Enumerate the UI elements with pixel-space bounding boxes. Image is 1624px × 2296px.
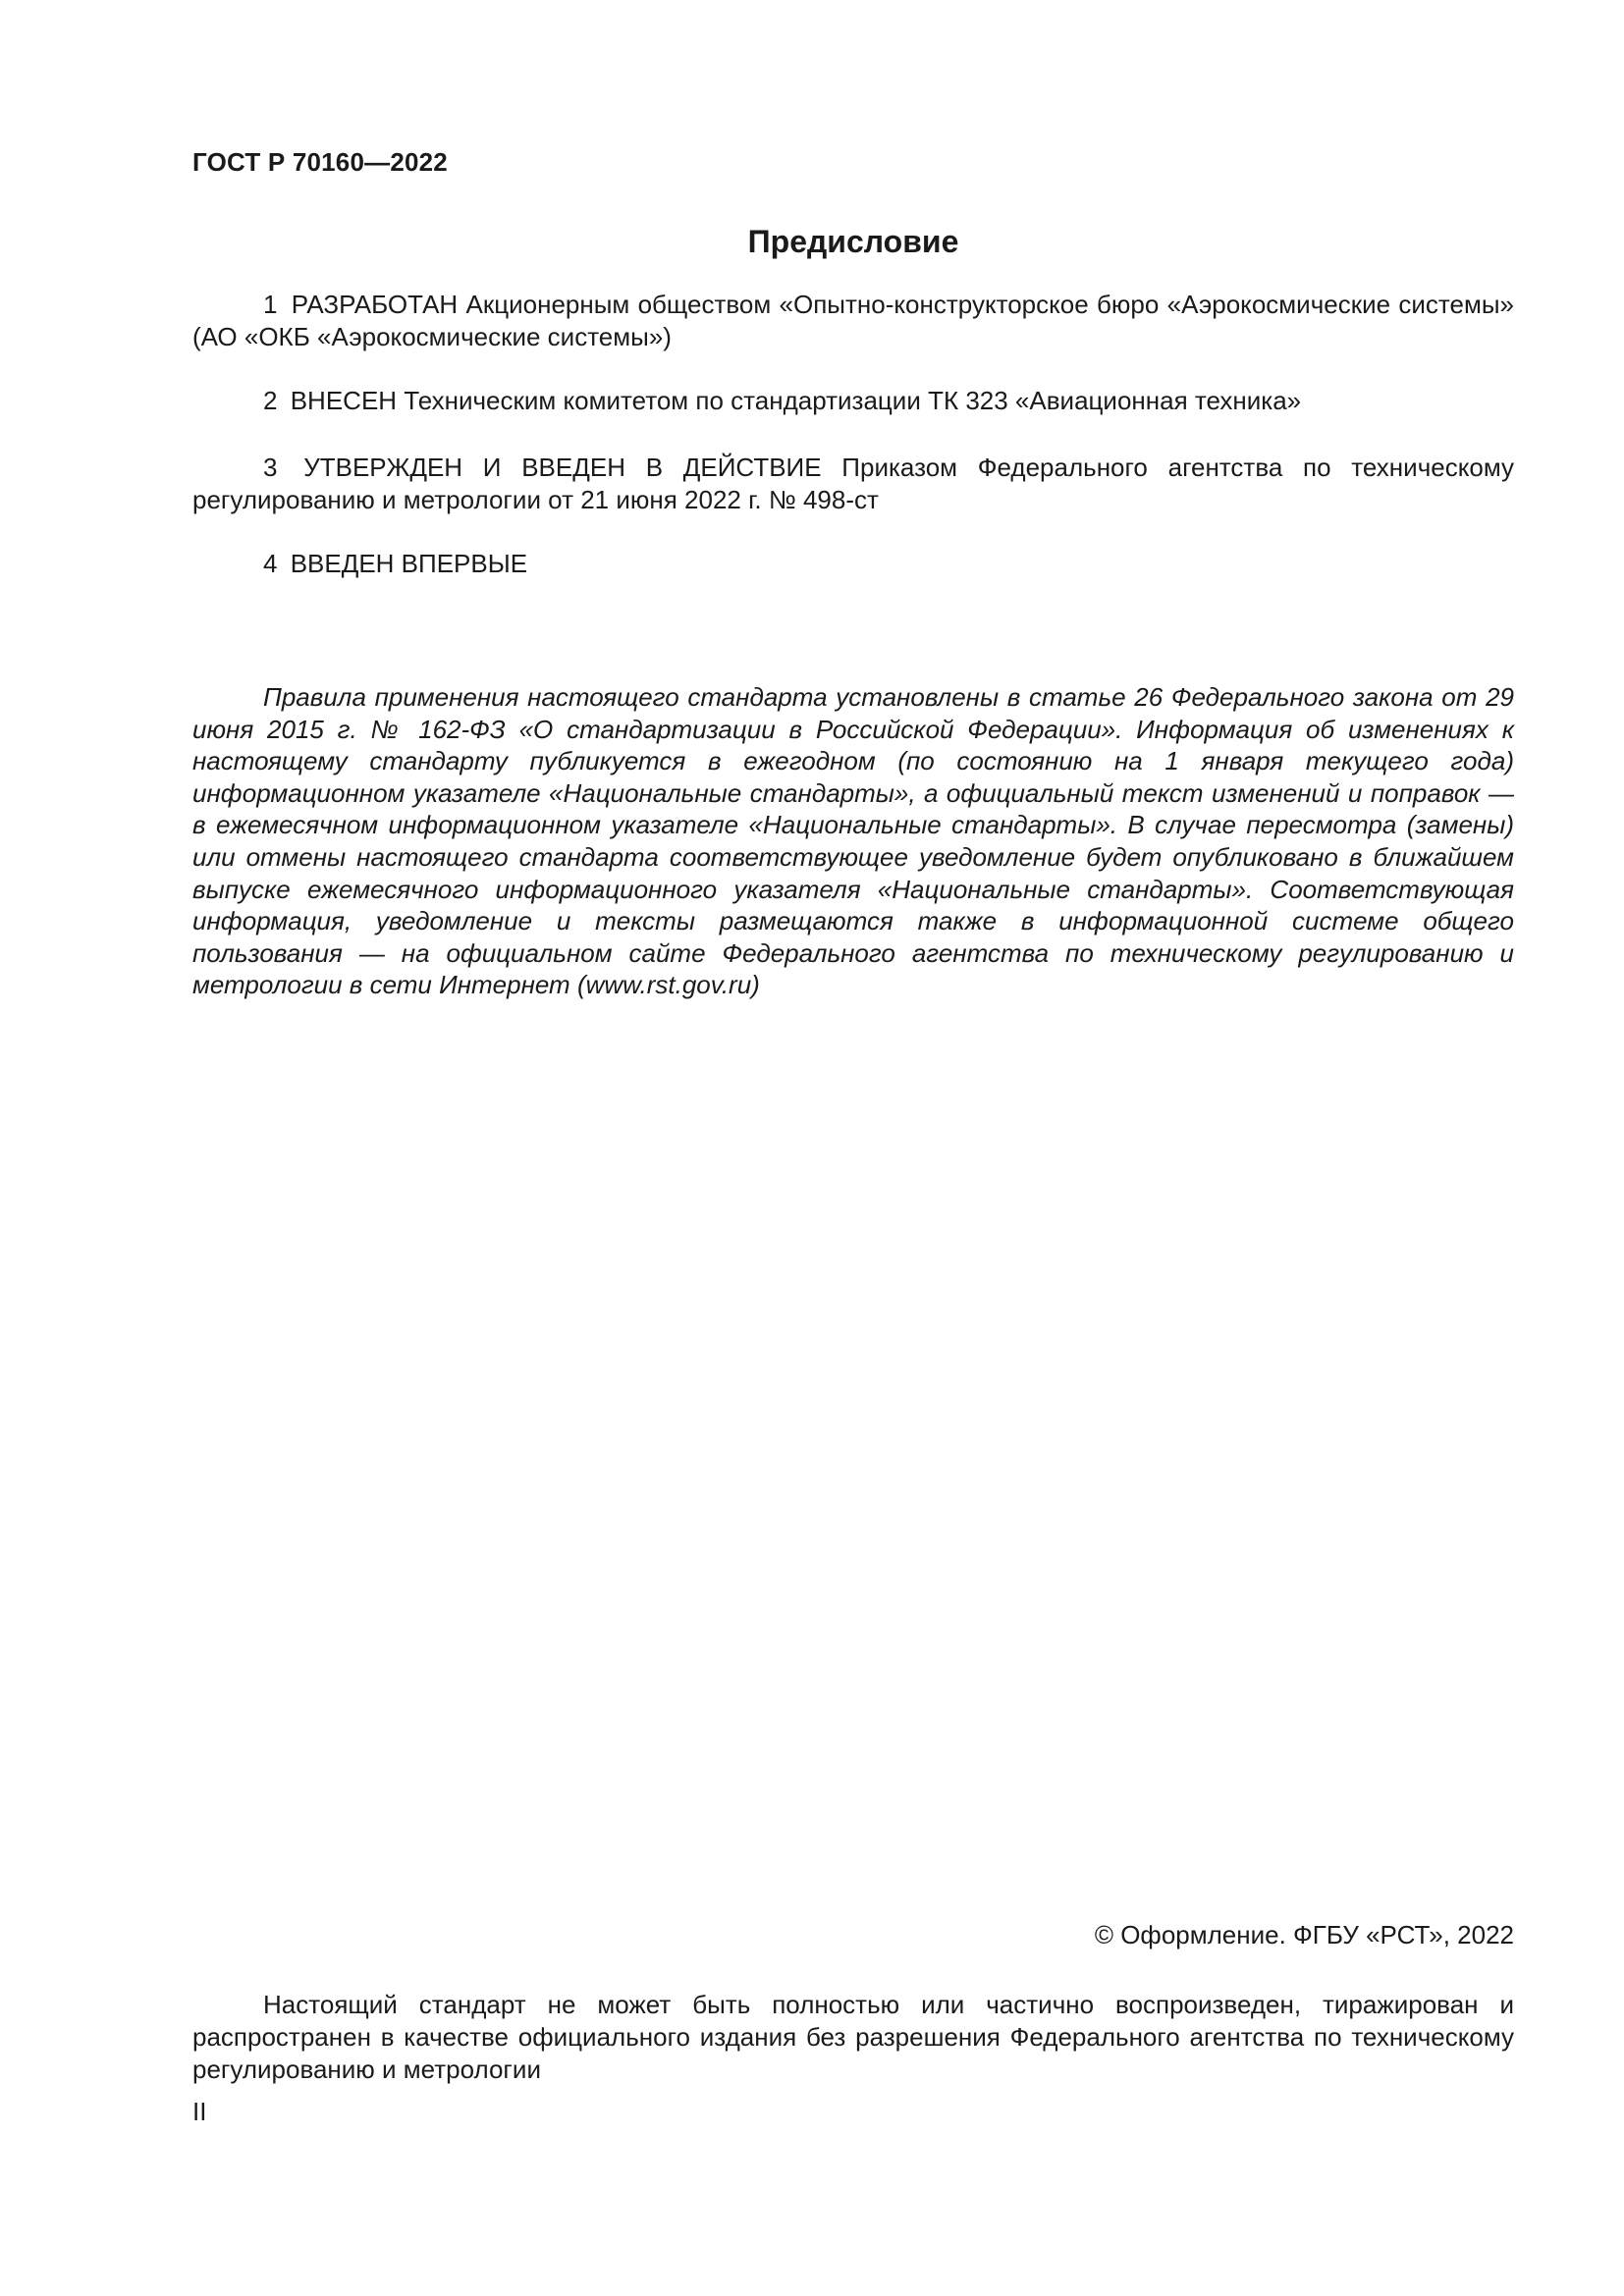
- item-text: ВНЕСЕН Техническим комитетом по стандартизации ТК 323 «Авиационная техника»: [290, 386, 1302, 415]
- preface-item-3: [192, 452, 1514, 516]
- page-number: II: [192, 2097, 207, 2126]
- preface-item-4: [192, 548, 1514, 580]
- item-number: 3: [263, 453, 278, 482]
- item-number: 1: [263, 290, 278, 319]
- copyright-notice: © Оформление. ФГБУ «РСТ», 2022: [1094, 1920, 1514, 1949]
- reproduction-notice: Настоящий стандарт не может быть полностью или частично воспроизведен, тиражирован и распространен в качестве официального издания без разрешения Федерального агентства по техническому регулированию и метрологии: [192, 1990, 1514, 2084]
- preface-item-1: [192, 289, 1514, 353]
- document-code: ГОСТ Р 70160—2022: [192, 147, 448, 177]
- page-title: Предисловие: [747, 224, 959, 259]
- preface-item-2: [192, 385, 1514, 417]
- item-text: УТВЕРЖДЕН И ВВЕДЕН В ДЕЙСТВИЕ Приказом Федерального агентства по техническому регулированию и метрологии от 21 июня 2022 г. № 498-ст: [192, 453, 1514, 514]
- item-number: 4: [263, 549, 278, 578]
- item-text: РАЗРАБОТАН Акционерным обществом «Опытно-конструкторское бюро «Аэрокосмические системы» (АО «ОКБ «Аэрокосмические системы»): [192, 290, 1514, 351]
- standard-application-notice: Правила применения настоящего стандарта установлены в статье 26 Федерального закона от 29 июня 2015 г. № 162-ФЗ «О стандартизации в Российской Федерации». Информация об изменениях к настоящему стандарту публикуется в ежегодном (по состоянию на 1 января текущего года) информационном указателе «Национальные стандарты», а официальный текст изменений и поправок — в ежемесячном информационном указателе «Национальные стандарты». В случае пересмотра (замены) или отмены настоящего стандарта соответствующее уведомление будет опубликовано в ближайшем выпуске ежемесячного информационного указателя «Национальные стандарты». Соответствующая информация, уведомление и тексты размещаются также в информационной системе общего пользования — на официальном сайте Федерального агентства по техническому регулированию и метрологии в сети Интернет (www.rst.gov.ru): [192, 682, 1514, 1000]
- item-number: 2: [263, 386, 278, 415]
- item-text: ВВЕДЕН ВПЕРВЫЕ: [290, 549, 528, 578]
